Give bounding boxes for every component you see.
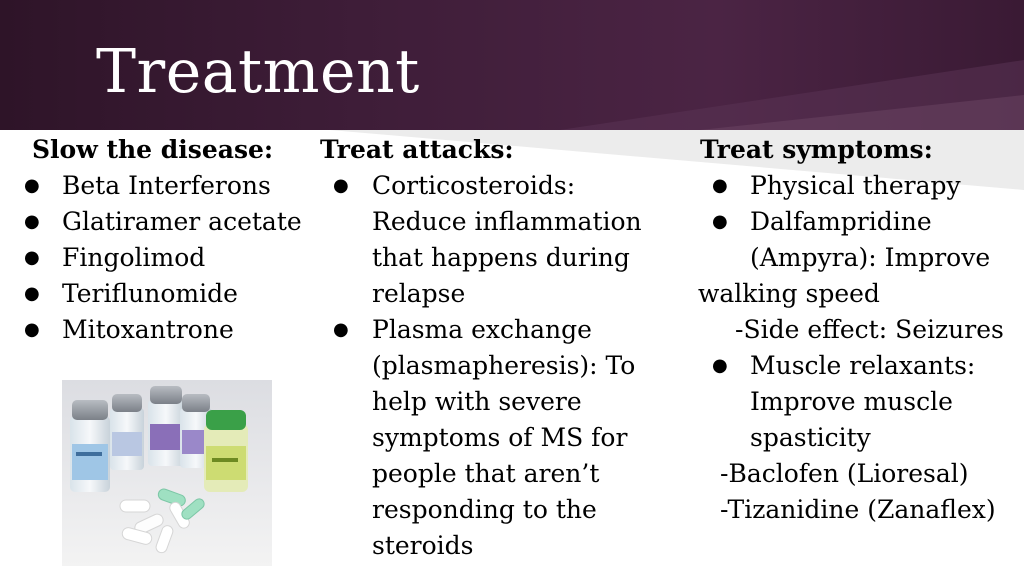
slide-title: Treatment [96, 37, 420, 107]
list-item-line: that happens during [372, 243, 630, 272]
list-item-line: responding to the [372, 495, 597, 524]
list-item-text: Teriflunomide [62, 279, 238, 308]
list-item-line: people that aren’t [372, 459, 600, 488]
continuation-line: walking speed [698, 279, 880, 308]
list-item-line: steroids [372, 531, 474, 560]
list-item [20, 312, 315, 348]
bullet-list [700, 168, 1020, 276]
list-item-line: (Ampyra): Improve [750, 243, 991, 272]
bullet-icon: ● [24, 175, 40, 196]
slide-header-band [0, 0, 1024, 130]
list-item [700, 168, 1020, 204]
bullet-icon: ● [712, 355, 728, 376]
list-item-text: Beta Interferons [62, 171, 271, 200]
bullet-list [320, 168, 670, 564]
list-item [20, 276, 315, 312]
column-heading: Slow the disease: [32, 135, 274, 164]
bullet-icon: ● [24, 211, 40, 232]
list-item-text: Mitoxantrone [62, 315, 234, 344]
list-item-line: Physical therapy [750, 171, 961, 200]
list-item-line: Muscle relaxants: [750, 351, 976, 380]
column-heading: Treat symptoms: [700, 135, 933, 164]
list-item [320, 168, 670, 312]
bullet-icon: ● [24, 247, 40, 268]
bullet-icon: ● [712, 211, 728, 232]
bullet-list [20, 168, 315, 348]
list-item-line: Corticosteroids: [372, 171, 576, 200]
sub-item-baclofen: -Baclofen (Lioresal) [720, 459, 969, 488]
list-item [700, 348, 1020, 456]
medication-vials-and-pills-photo [62, 380, 272, 566]
list-item-line: Reduce inflammation [372, 207, 642, 236]
list-item-line: symptoms of MS for [372, 423, 628, 452]
column-slow-disease [20, 132, 315, 348]
list-item [20, 204, 315, 240]
bullet-icon: ● [24, 283, 40, 304]
bullet-list [700, 348, 1020, 456]
side-effect-note: -Side effect: Seizures [735, 315, 1004, 344]
list-item [320, 312, 670, 564]
column-heading: Treat attacks: [320, 135, 514, 164]
list-item-line: help with severe [372, 387, 582, 416]
column-treat-attacks [320, 132, 670, 564]
bullet-icon: ● [712, 175, 728, 196]
bullet-icon: ● [24, 319, 40, 340]
bullet-icon: ● [333, 175, 349, 196]
list-item [20, 240, 315, 276]
list-item [20, 168, 315, 204]
list-item-line: spasticity [750, 423, 871, 452]
bullet-icon: ● [333, 319, 349, 340]
column-treat-symptoms [700, 132, 1020, 528]
list-item [700, 204, 1020, 276]
list-item-text: Fingolimod [62, 243, 206, 272]
list-item-text: Glatiramer acetate [62, 207, 302, 236]
list-item-line: Dalfampridine [750, 207, 932, 236]
list-item-line: (plasmapheresis): To [372, 351, 636, 380]
sub-item-tizanidine: -Tizanidine (Zanaflex) [720, 495, 996, 524]
list-item-line: Plasma exchange [372, 315, 592, 344]
list-item-line: relapse [372, 279, 466, 308]
list-item-line: Improve muscle [750, 387, 953, 416]
